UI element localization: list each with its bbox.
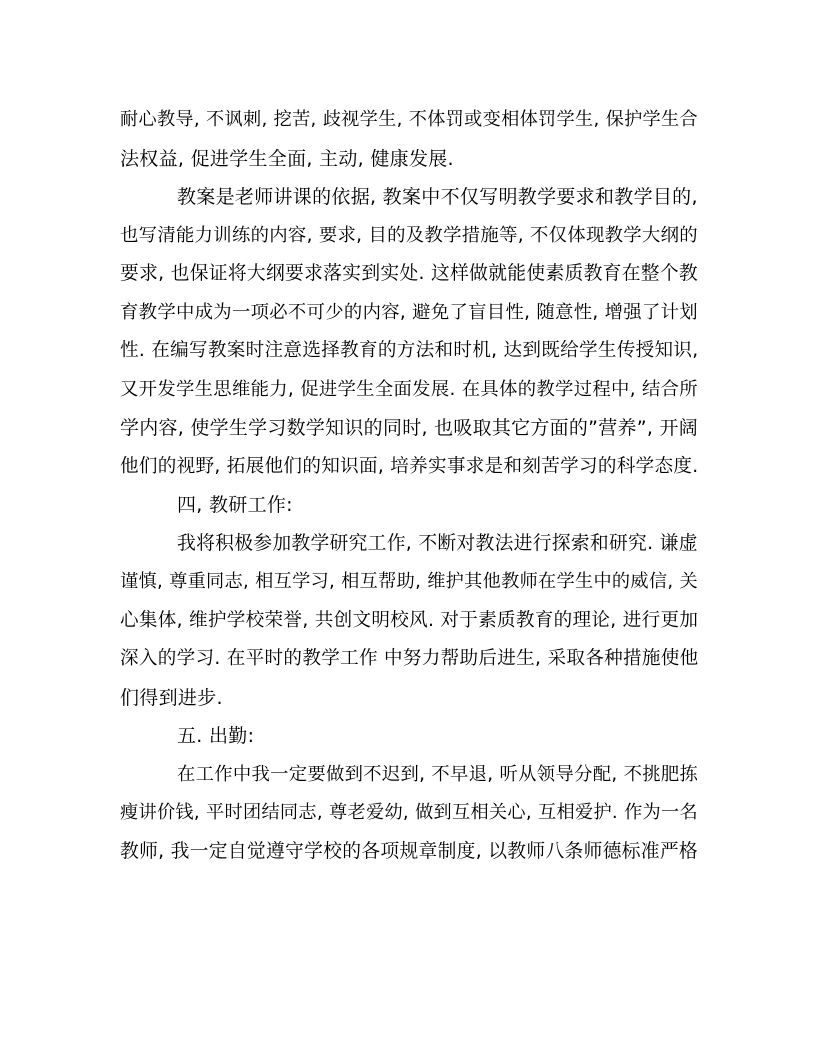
- text-line: 要求, 也保证将大纲要求落实到实处. 这样做就能使素质教育在整个教: [120, 263, 698, 284]
- text-line: 耐心教导, 不讽刺, 挖苦, 歧视学生, 不体罚或变相体罚学生, 保护学生合: [120, 109, 698, 130]
- text-line: 育教学中成为一项必不可少的内容, 避免了盲目性, 随意性, 增强了计划: [120, 301, 698, 323]
- paragraph: [120, 525, 698, 718]
- text-line: 瘦讲价钱, 平时团结同志, 尊老爱幼, 做到互相关心, 互相爱护. 作为一名: [120, 802, 698, 823]
- text-line: 也写清能力训练的内容, 要求, 目的及教学措施等, 不仅体现教学大纲的: [120, 224, 698, 246]
- text-line: 深入的学习. 在平时的教学工作 中努力帮助后进生, 采取各种措施使他: [120, 648, 699, 669]
- paragraph: [120, 756, 698, 872]
- text-line: 法权益, 促进学生全面, 主动, 健康发展.: [120, 147, 454, 170]
- text-line: 谨慎, 尊重同志, 相互学习, 相互帮助, 维护其他教师在学生中的威信, 关: [120, 571, 698, 592]
- text-line: 我将积极参加教学研究工作, 不断对教法进行探索和研究. 谦虚: [177, 532, 698, 554]
- text-line: 教师, 我一定自觉遵守学校的各项规章制度, 以教师八条师德标准严格: [120, 840, 698, 862]
- text-line: 性. 在编写教案时注意选择教育的方法和时机, 达到既给学生传授知识,: [120, 340, 699, 361]
- text-line: 学内容, 使学生学习数学知识的同时, 也吸取其它方面的”营养”, 开阔: [120, 417, 699, 439]
- text-line: 们得到进步.: [120, 686, 223, 709]
- text-line: 在工作中我一定要做到不迟到, 不早退, 听从领导分配, 不挑肥拣: [177, 763, 699, 785]
- paragraph: [120, 486, 698, 525]
- text-line: 心集体, 维护学校荣誉, 共创文明校风. 对于素质教育的理论, 进行更加: [120, 609, 699, 631]
- text-line: 又开发学生思维能力, 促进学生全面发展. 在具体的教学过程中, 结合所: [120, 378, 698, 400]
- paragraph: [120, 101, 698, 178]
- text-line: 他们的视野, 拓展他们的知识面, 培养实事求是和刻苦学习的科学态度.: [120, 455, 699, 477]
- paragraph: [120, 717, 698, 756]
- text-line: 教案是老师讲课的依据, 教案中不仅写明教学要求和教学目的,: [177, 186, 698, 208]
- document-body: [120, 101, 698, 871]
- text-line: 五. 出勤:: [177, 725, 255, 747]
- paragraph: [120, 178, 698, 486]
- text-line: 四, 教研工作:: [177, 494, 293, 516]
